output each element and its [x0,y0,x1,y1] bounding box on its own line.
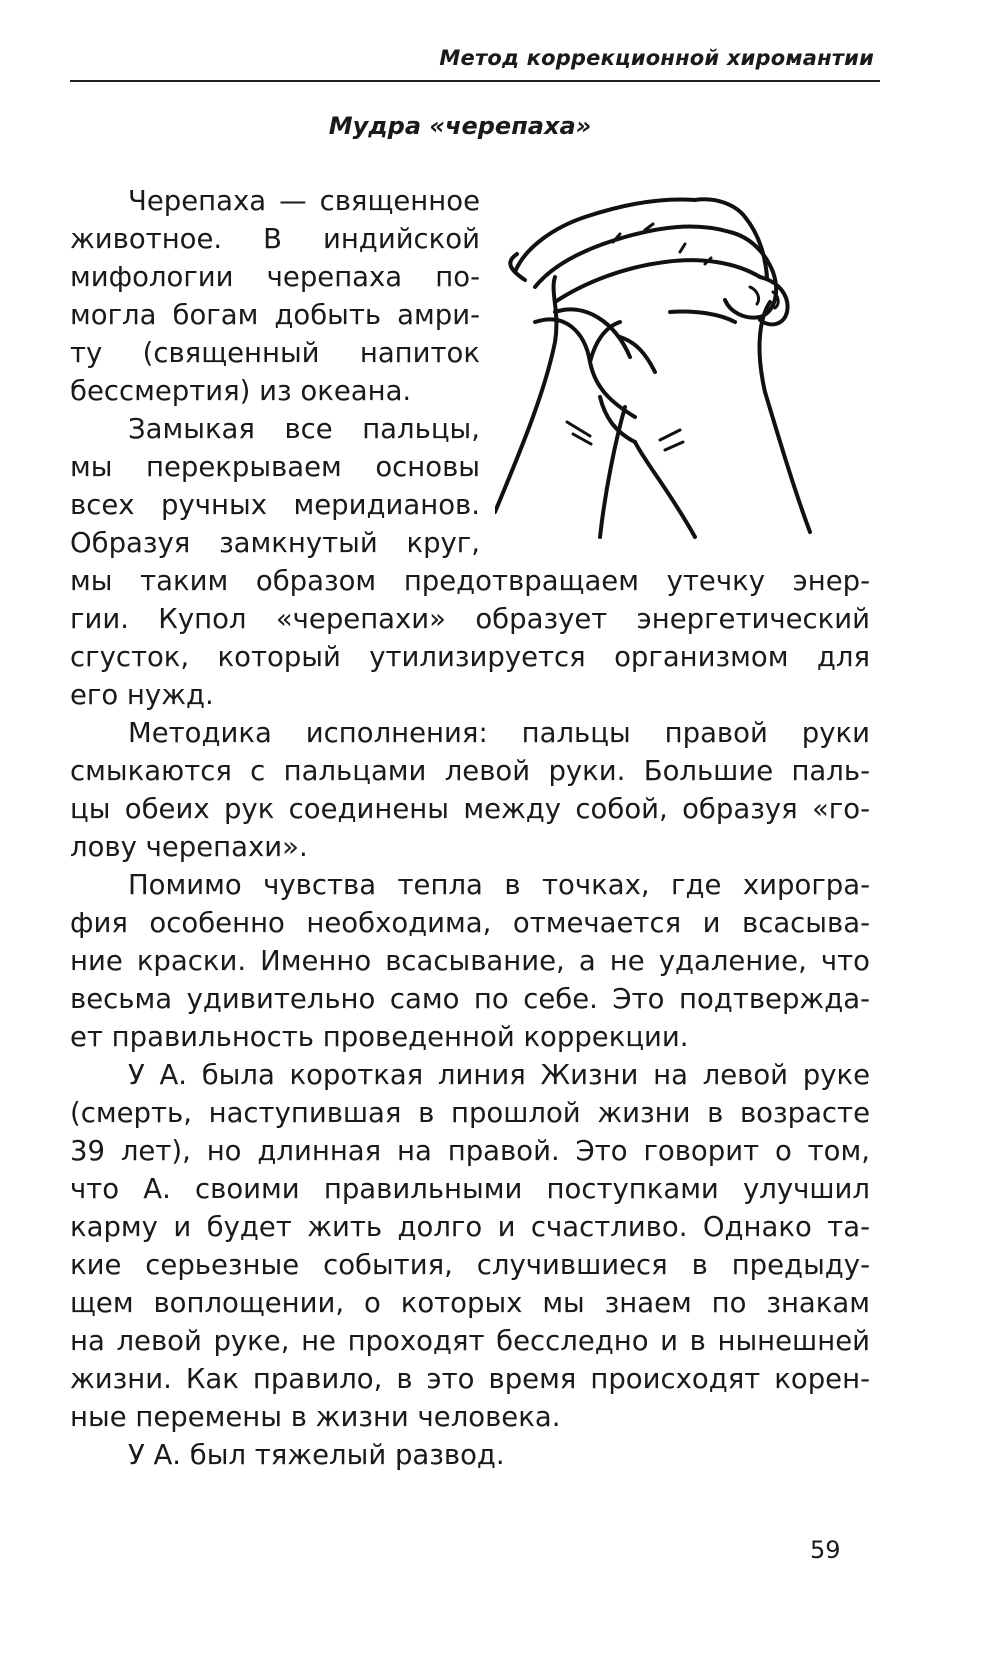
running-header [70,40,880,82]
text-line: мы перекрываем основы [70,451,480,483]
text-line: У А. был тяжелый развод. [128,1439,505,1471]
text-line: кие серьезные события, случившиеся в предыду- [70,1249,870,1281]
running-title: Метод коррекционной хиромантии [439,46,874,70]
text-line: ет правильность проведенной коррекции. [70,1021,689,1053]
text-line: лову черепахи». [70,831,308,863]
text-line: цы обеих рук соединены между собой, образуя «го- [70,793,870,825]
text-line: ние краски. Именно всасывание, а не удаление, что [70,945,870,977]
text-line: 39 лет), но длинная на правой. Это говорит о том, [70,1135,870,1167]
text-line: фия особенно необходима, отмечается и всасыва- [70,907,870,939]
text-line: ту (священный напиток [70,337,480,369]
text-line: (смерть, наступившая в прошлой жизни в возрасте [70,1097,870,1129]
text-line: могла богам добыть амри- [70,299,480,331]
text-line: карму и будет жить долго и счастливо. Однако та- [70,1211,870,1243]
text-line: весьма удивительно само по себе. Это подтвержда- [70,983,870,1015]
text-line: Образуя замкнутый круг, [70,527,480,559]
text-line: смыкаются с пальцами левой руки. Большие паль- [70,755,870,787]
clasped-hands-icon [495,192,875,582]
text-line: всех ручных меридианов. [70,489,480,521]
text-line: Черепаха — священное [128,185,480,217]
text-line: мифологии черепаха по- [70,261,480,293]
text-line: мы таким образом предотвращаем утечку энер- [70,565,870,597]
text-line: его нужд. [70,679,214,711]
text-line: щем воплощении, о которых мы знаем по знакам [70,1287,870,1319]
section-title: Мудра «черепаха» [328,112,592,140]
text-line: Помимо чувства тепла в точках, где хирогра- [128,869,870,901]
text-line: ные перемены в жизни человека. [70,1401,561,1433]
text-line: жизни. Как правило, в это время происходят корен- [70,1363,870,1395]
text-line: что А. своими правильными поступками улучшил [70,1173,870,1205]
page-number: 59 [810,1536,841,1564]
text-line: животное. В индийской [70,223,480,255]
text-line: У А. была короткая линия Жизни на левой руке [128,1059,870,1091]
text-line: гии. Купол «черепахи» образует энергетический [70,603,870,635]
text-line: Методика исполнения: пальцы правой руки [128,717,870,749]
text-line: на левой руке, не проходят бесследно и в нынешней [70,1325,870,1357]
text-line: бессмертия) из океана. [70,375,412,407]
text-line: Замыкая все пальцы, [128,413,480,445]
text-line: сгусток, который утилизируется организмом для [70,641,870,673]
